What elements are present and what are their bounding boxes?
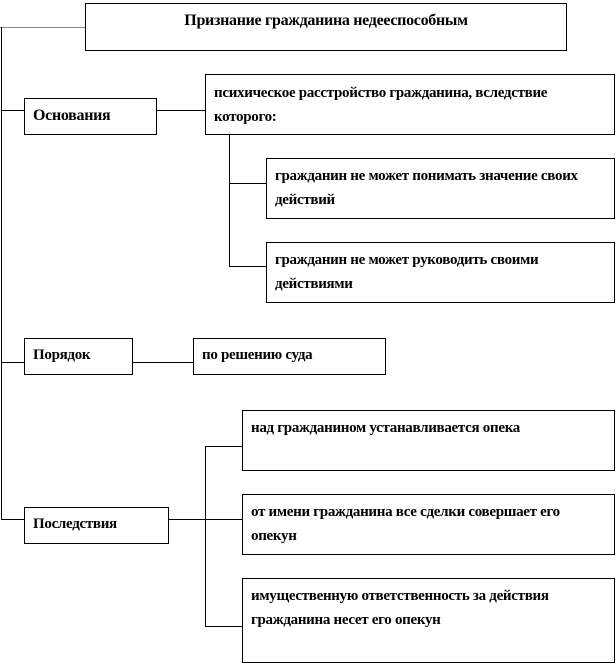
connector-line bbox=[1, 27, 2, 520]
connector-line bbox=[229, 183, 266, 184]
grounds-label: Основания bbox=[24, 98, 157, 135]
procedure-label: Порядок bbox=[24, 338, 133, 375]
connector-line bbox=[229, 134, 230, 267]
connector-line bbox=[157, 110, 205, 111]
grounds-main: психическое расстройство гражданина, вследствие которого: bbox=[205, 74, 615, 135]
connector-line bbox=[133, 362, 193, 363]
connector-line bbox=[1, 519, 25, 520]
grounds-item: гражданин не может понимать значение своих действий bbox=[266, 158, 615, 219]
connector-line bbox=[1, 362, 25, 363]
consequence-item: над гражданином устанавливается опека bbox=[242, 410, 615, 471]
diagram-title: Признание гражданина недееспособным bbox=[85, 3, 567, 51]
consequence-item: имущественную ответственность за действия гражданина несет его опекун bbox=[242, 578, 615, 663]
connector-line bbox=[1, 110, 25, 111]
grounds-item: гражданин не может руководить своими действиями bbox=[266, 242, 615, 303]
consequence-item: от имени гражданина все сделки совершает его опекун bbox=[242, 494, 615, 555]
consequences-label: Последствия bbox=[24, 507, 169, 544]
procedure-item: по решению суда bbox=[193, 338, 386, 375]
connector-line bbox=[0, 27, 85, 28]
connector-line bbox=[205, 626, 242, 627]
connector-line bbox=[205, 446, 206, 627]
connector-line bbox=[205, 446, 242, 447]
connector-line bbox=[229, 266, 266, 267]
